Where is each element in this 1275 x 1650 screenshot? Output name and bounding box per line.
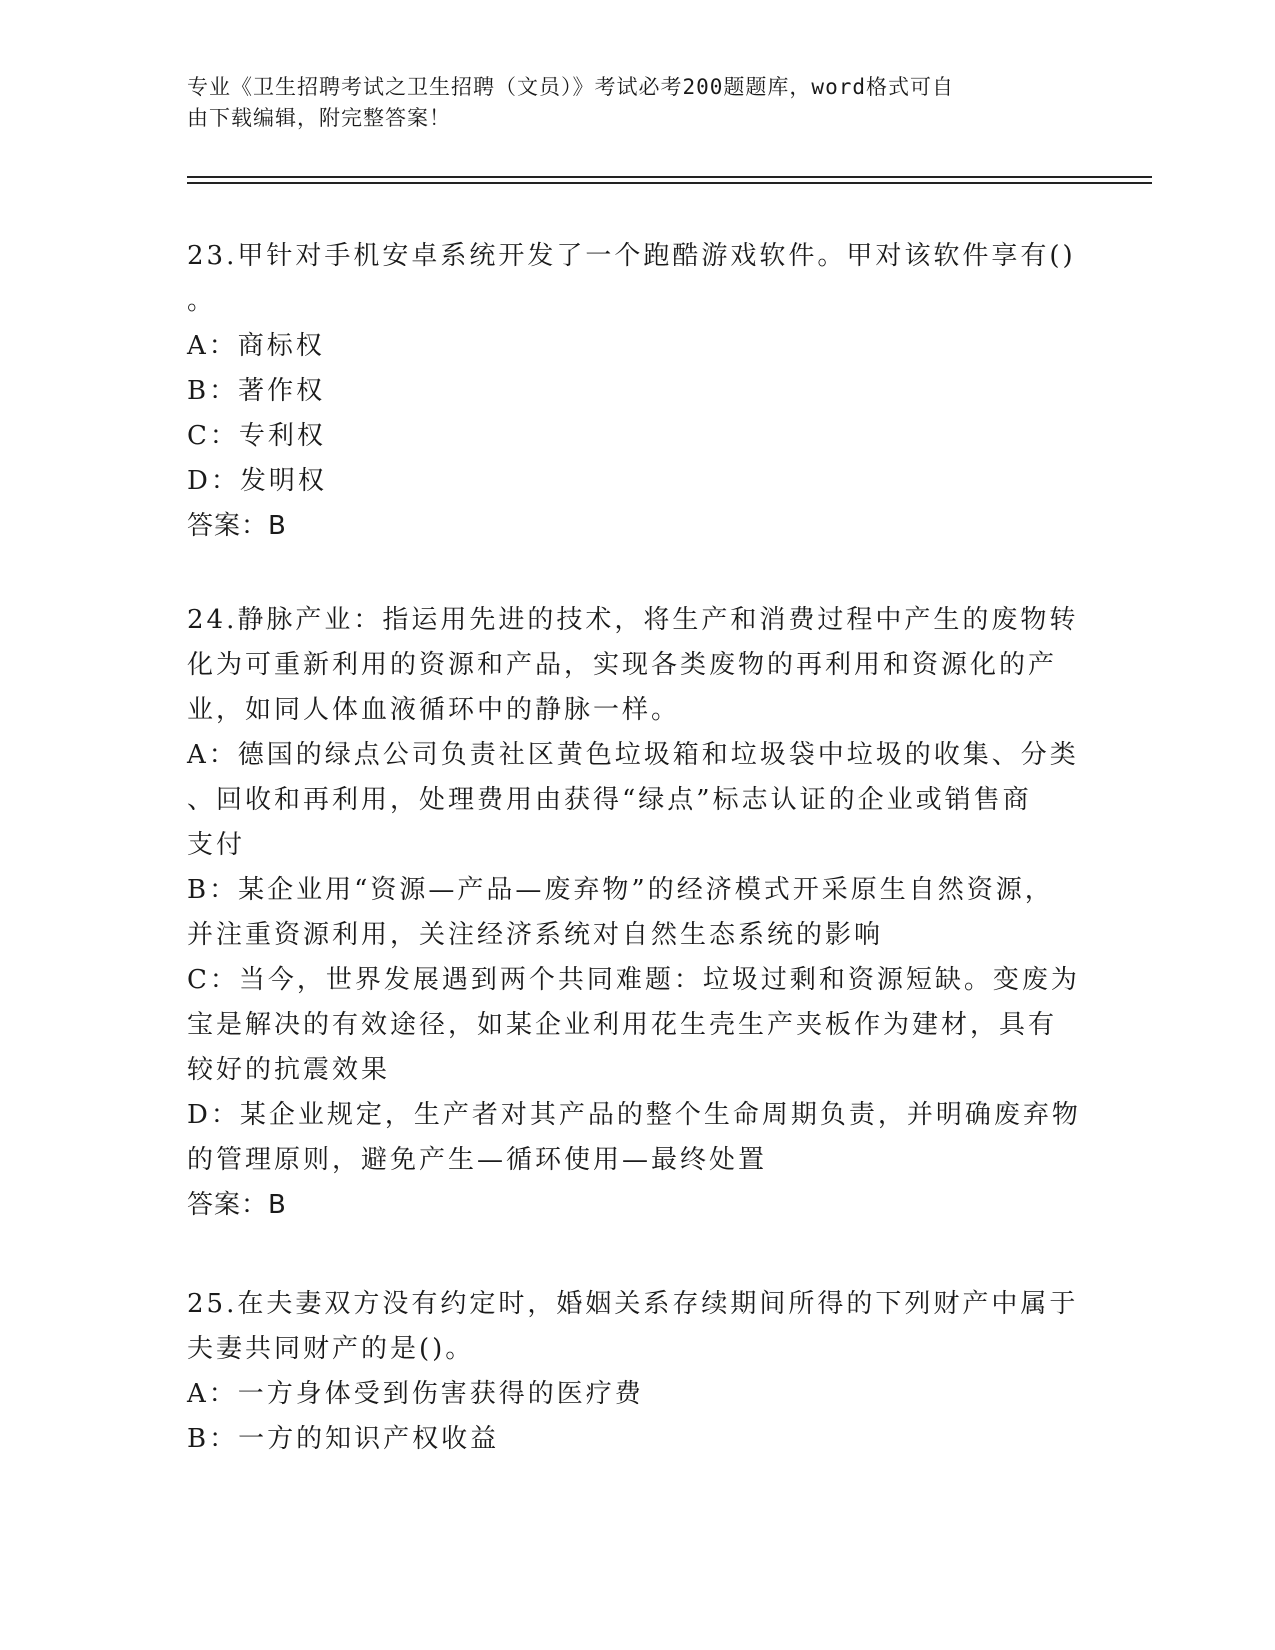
answer: 答案：B xyxy=(187,511,287,541)
option-c: C：当今，世界发展遇到两个共同难题：垃圾过剩和资源短缺。变废为 xyxy=(187,965,1080,995)
header-line-1: 专业《卫生招聘考试之卫生招聘（文员）》考试必考200题题库，word格式可自 xyxy=(187,75,954,99)
answer: 答案：B xyxy=(187,1190,287,1220)
option-a: 、回收和再利用，处理费用由获得“绿点”标志认证的企业或销售商 xyxy=(187,785,1032,815)
question-text: 化为可重新利用的资源和产品，实现各类废物的再利用和资源化的产 xyxy=(187,650,1058,680)
question-text: 夫妻共同财产的是()。 xyxy=(187,1334,475,1364)
question-text: 24.静脉产业：指运用先进的技术，将生产和消费过程中产生的废物转 xyxy=(187,605,1079,635)
option-a: 支付 xyxy=(187,830,246,860)
option-c: C：专利权 xyxy=(187,421,326,451)
header-line-2: 由下载编辑，附完整答案！ xyxy=(187,106,451,130)
option-a: A：一方身体受到伤害获得的医疗费 xyxy=(187,1379,644,1409)
option-d: D：发明权 xyxy=(187,466,327,496)
document-header xyxy=(187,72,1067,134)
option-b: 并注重资源利用，关注经济系统对自然生态系统的影响 xyxy=(187,920,884,950)
question-text: 业，如同人体血液循环中的静脉一样。 xyxy=(187,695,681,725)
question-text: 25.在夫妻双方没有约定时，婚姻关系存续期间所得的下列财产中属于 xyxy=(187,1289,1079,1319)
question-25 xyxy=(187,1282,1077,1462)
option-a: A：商标权 xyxy=(187,331,325,361)
header-divider-top xyxy=(187,176,1152,178)
option-c: 较好的抗震效果 xyxy=(187,1055,391,1085)
header-divider-bottom xyxy=(187,182,1152,184)
option-a: A：德国的绿点公司负责社区黄色垃圾箱和垃圾袋中垃圾的收集、分类 xyxy=(187,740,1079,770)
option-b: B：著作权 xyxy=(187,376,326,406)
option-d: 的管理原则，避免产生—循环使用—最终处置 xyxy=(187,1145,768,1175)
question-text: 23.甲针对手机安卓系统开发了一个跑酷游戏软件。甲对该软件享有() xyxy=(187,241,1076,271)
question-text: 。 xyxy=(187,286,217,316)
option-c: 宝是解决的有效途径，如某企业利用花生壳生产夹板作为建材，具有 xyxy=(187,1010,1058,1040)
question-24 xyxy=(187,598,1081,1228)
question-23 xyxy=(187,234,1077,549)
option-b: B：一方的知识产权收益 xyxy=(187,1424,500,1454)
option-d: D：某企业规定，生产者对其产品的整个生命周期负责，并明确废弃物 xyxy=(187,1100,1081,1130)
option-b: B：某企业用“资源—产品—废弃物”的经济模式开采原生自然资源， xyxy=(187,875,1054,905)
